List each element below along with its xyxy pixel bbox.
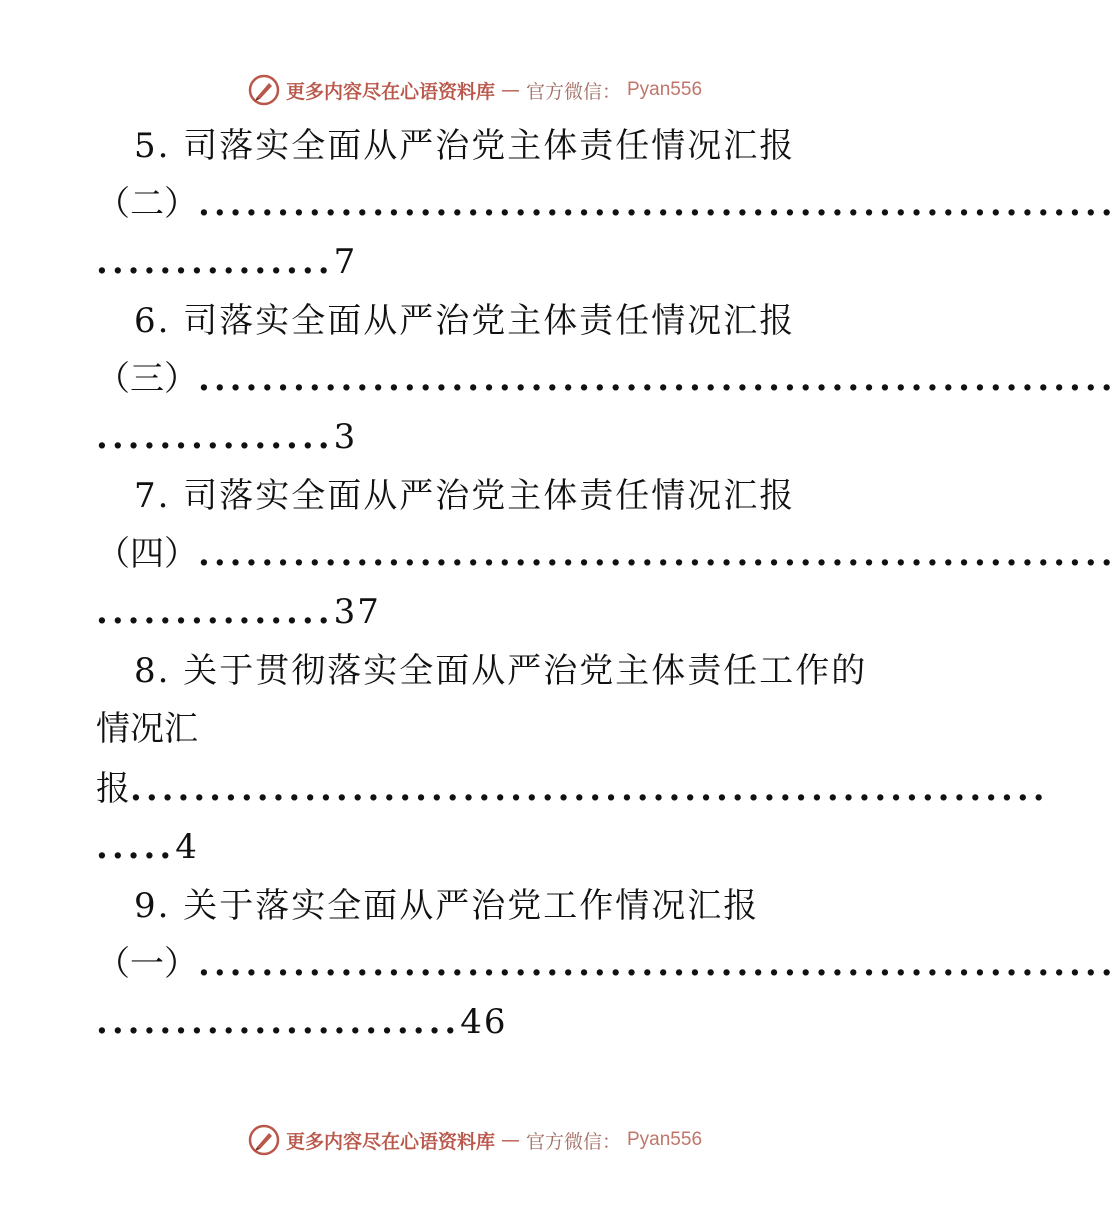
watermark-dash: — [500,79,520,101]
toc-entry-pageline [96,240,842,284]
toc-entry-part: （三） [96,359,198,399]
toc-entry-dotline [96,532,1117,576]
toc-leader-dots: .......................................................... [198,944,1117,984]
toc-entry-page-number: 7 [333,242,358,282]
toc-entry-pageline [96,1000,842,1044]
watermark-main-text: 更多内容尽在心语资料库 [285,1130,495,1153]
toc-leader-dots: ............... [96,592,334,632]
toc-entry-page-number: 37 [333,592,381,632]
toc-leader-dots: .......................................................... [198,184,1117,224]
watermark-header [0,74,950,106]
toc-entry-dotline [96,182,1117,226]
toc-entry-dotline [96,357,1117,401]
toc-leader-dots: .......................................................... [198,359,1117,399]
toc-leader-dots: ............... [96,417,334,457]
toc-entry-heading-continued: 情况汇 [96,709,198,749]
toc-entry-heading: 6. 司落实全面从严治党主体责任情况汇报 [134,301,796,341]
toc-entry-pageline [96,825,842,869]
toc-entry-part: （二） [96,184,198,224]
toc-entry-page-number: 3 [333,417,358,457]
watermark-sub-text: 官方微信： [525,1130,621,1153]
toc-leader-dots: ............... [96,242,334,282]
pen-logo-icon [248,74,280,106]
toc-entry-dotline [96,942,1117,986]
toc-entry-part: （四） [96,534,198,574]
watermark-wechat-id: Pyan556 [627,79,703,100]
toc-entry-pageline [96,590,842,634]
watermark-footer [0,1124,950,1156]
toc-entry-heading: 9. 关于落实全面从严治党工作情况汇报 [134,886,760,926]
toc-leader-dots: ....................... [96,1002,461,1042]
toc-entry-page-number: 46 [460,1002,508,1042]
toc-entry-part: （一） [96,944,198,984]
watermark-sub-text: 官方微信： [525,80,621,103]
watermark-dash: — [500,1129,520,1151]
watermark-main-text: 更多内容尽在心语资料库 [285,80,495,103]
toc-entry-heading: 7. 司落实全面从严治党主体责任情况汇报 [134,476,796,516]
toc-entry-dotline [96,767,1049,811]
toc-leader-dots: .......................................................... [198,534,1117,574]
pen-logo-icon [248,1124,280,1156]
toc-entry-heading: 8. 关于贯彻落实全面从严治党主体责任工作的 [134,651,868,691]
toc-entry-pageline [96,415,842,459]
toc-entry-page-number: 4 [175,827,199,867]
toc-entry-heading: 5. 司落实全面从严治党主体责任情况汇报 [134,126,796,166]
toc-leader-dots: .......................................................... [130,769,1049,809]
toc-leader-dots: ..... [96,827,176,867]
watermark-wechat-id: Pyan556 [627,1129,703,1150]
toc-entry-part: 报 [96,769,130,809]
